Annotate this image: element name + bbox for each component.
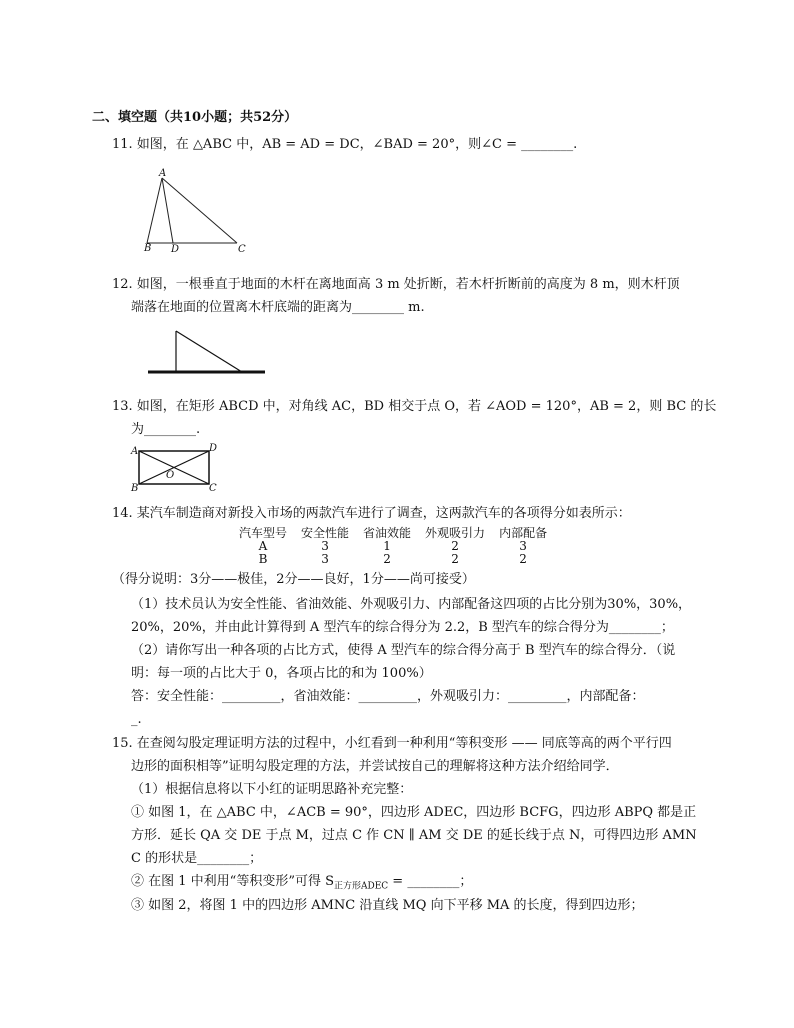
table-header: 外观吸引力	[425, 526, 486, 540]
q14-part1-line1: （1）技术员认为安全性能、省油效能、外观吸引力、内部配备这四项的占比分别为30%，30%，	[131, 597, 692, 612]
q15-line7	[131, 873, 472, 896]
table-header: 省油效能	[363, 526, 412, 540]
q13-rectangle-figure	[135, 447, 215, 489]
q12-line2: 端落在地面的位置离木杆底端的距离为________ m.	[131, 300, 425, 315]
q14-part2-line2: 明：每一项的占比大于 0，各项占比的和为 100%）	[131, 666, 432, 681]
table-cell: 3	[519, 539, 527, 553]
q14-answer-tail: _.	[131, 712, 142, 727]
q14-part1-line2: 20%，20%，并由此计算得到 A 型汽车的综合得分为 2.2，B 型汽车的综合得分为________；	[131, 620, 674, 635]
q13-label-c: C	[209, 483, 217, 494]
table-header: 汽车型号	[239, 526, 288, 540]
q11-label-b: B	[144, 243, 152, 254]
q13-label-d: D	[209, 443, 218, 454]
q14-part2-line1: （2）请你写出一种各项的占比方式，使得 A 型汽车的综合得分高于 B 型汽车的综合得分．（说	[131, 643, 676, 658]
q15-line1: 15. 在查阅勾股定理证明方法的过程中，小红看到一种利用“等积变形 —— 同底等高的两个平行四	[112, 736, 672, 751]
q15-line8: ③ 如图 2，将图 1 中的四边形 AMNC 沿直线 MQ 向下平移 MA 的长度，得到四边形；	[131, 898, 644, 913]
q11-label-a: A	[159, 168, 167, 179]
section-title: 二、填空题（共10小题；共52分）	[92, 110, 298, 125]
q12-pole-figure	[145, 325, 270, 377]
q15-line7-prefix: ② 在图 1 中利用“等积变形”可得 S	[131, 874, 334, 889]
q15-line7-suffix: = ________；	[388, 874, 473, 889]
q15-line3: （1）根据信息将以下小红的证明思路补充完整：	[131, 782, 413, 797]
q12-line1: 12. 如图，一根垂直于地面的木杆在离地面高 3 m 处折断，若木杆折断前的高度为 8 m，则木杆顶	[112, 277, 680, 292]
table-cell: 3	[321, 539, 329, 553]
q14-score-table	[232, 527, 554, 566]
q15-line4: ① 如图 1，在 △ABC 中，∠ACB = 90°，四边形 ADEC，四边形 BCFG，四边形 ABPQ 都是正	[131, 805, 697, 820]
table-header-row	[232, 527, 554, 540]
q14-answer-line: 答：安全性能：_________，省油效能：_________，外观吸引力：_________，内部配备：	[131, 689, 645, 704]
table-cell: 3	[321, 552, 329, 566]
table-cell: 2	[519, 552, 527, 566]
table-cell: 2	[451, 539, 459, 553]
q13-line1: 13. 如图，在矩形 ABCD 中，对角线 AC，BD 相交于点 O，若 ∠AOD = 120°，AB = 2，则 BC 的长	[112, 399, 717, 414]
q13-line2: 为________.	[131, 422, 201, 437]
q14-note: （得分说明：3分——极佳，2分——良好，1分——尚可接受）	[112, 572, 475, 587]
table-row	[232, 540, 554, 553]
q13-label-b: B	[131, 483, 139, 494]
table-cell: 2	[451, 552, 459, 566]
table-cell: B	[258, 552, 268, 566]
q15-line7-subscript: 正方形ADEC	[334, 881, 389, 892]
table-cell: 1	[383, 539, 391, 553]
q14-intro: 14. 某汽车制造商对新投入市场的两款汽车进行了调查，这两款汽车的各项得分如表所示：	[112, 506, 631, 521]
table-header: 内部配备	[499, 526, 548, 540]
q11-label-c: C	[238, 244, 246, 255]
q15-line6: C 的形状是________；	[131, 851, 263, 866]
table-header: 安全性能	[301, 526, 350, 540]
table-cell: 2	[383, 552, 391, 566]
q15-line5: 方形．延长 QA 交 DE 于点 M，过点 C 作 CN ∥ AM 交 DE 的延长线于点 N，可得四边形 AMN	[131, 828, 697, 843]
q13-label-o: O	[166, 470, 175, 481]
table-row	[232, 553, 554, 566]
table-cell: A	[258, 539, 268, 553]
q15-line2: 边形的面积相等”证明勾股定理的方法，并尝试按自己的理解将这种方法介绍给同学．	[131, 759, 619, 774]
q11-label-d: D	[171, 244, 180, 255]
q13-label-a: A	[131, 446, 139, 457]
q11-text: 11. 如图，在 △ABC 中，AB = AD = DC，∠BAD = 20°，则∠C = ________.	[112, 137, 578, 152]
